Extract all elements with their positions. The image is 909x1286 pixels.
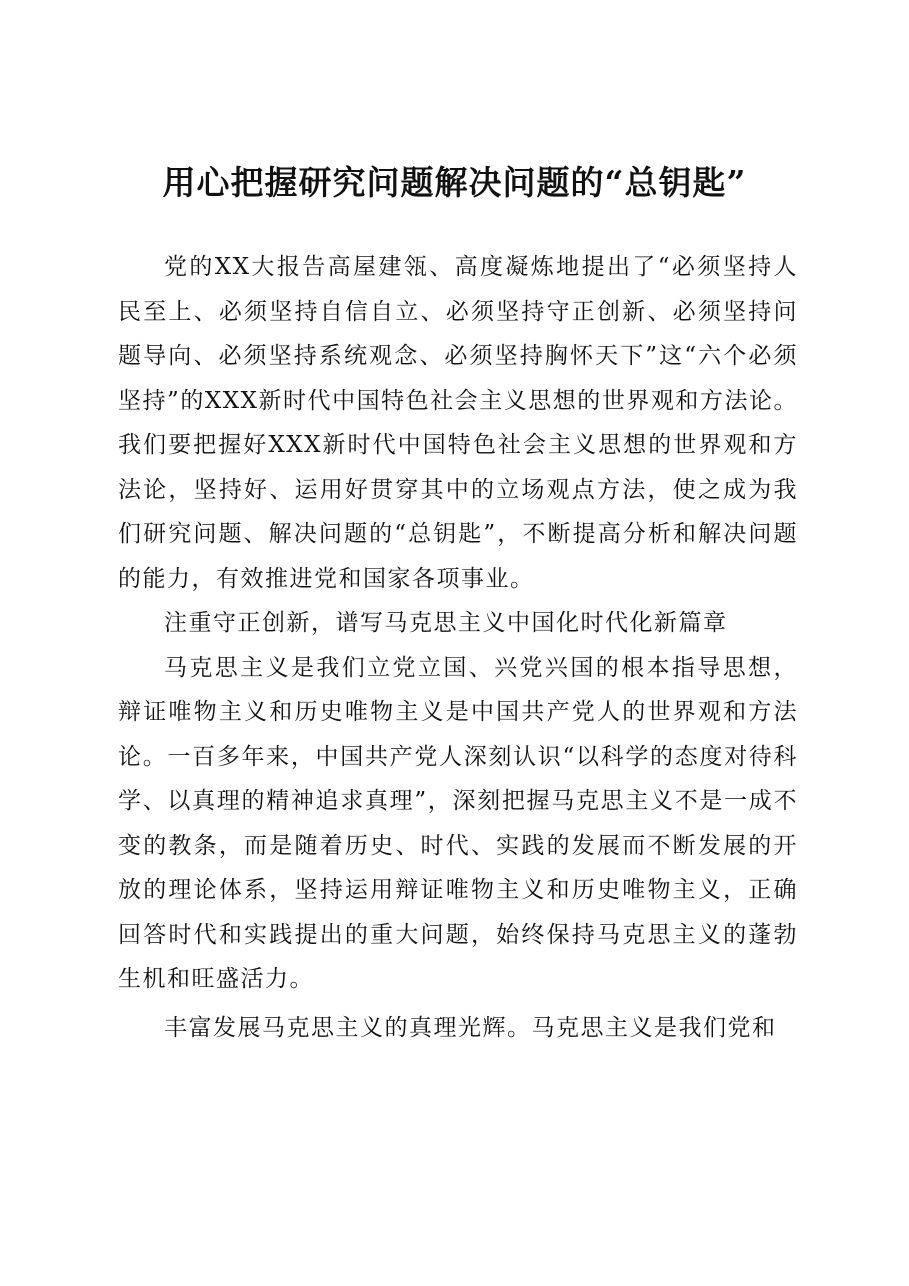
paragraph-truth: 丰富发展马克思主义的真理光辉。马克思主义是我们党和 bbox=[164, 1014, 777, 1041]
document-title: 用心把握研究问题解决问题的“总钥匙” bbox=[162, 163, 747, 202]
paragraph-intro: 党的XX大报告高屋建瓴、高度凝炼地提出了“必须坚持人民至上、必须坚持自信自立、必须坚持守正创新、必须坚持问题导向、必须坚持系统观念、必须坚持胸怀天下”这“六个必须坚持”的XXX新时代中国特色社会主义思想的世界观和方法论。我们要把握好XXX新时代中国特色社会主义思想的世界观和方法论，坚持好、运用好贯穿其中的立场观点方法，使之成为我们研究问题、解决问题的“总钥匙”，不断提高分析和解决问题的能力，有效推进党和国家各项事业。 bbox=[118, 254, 798, 592]
document-body bbox=[118, 245, 798, 1050]
section-heading: 注重守正创新，谱写马克思主义中国化时代化新篇章 bbox=[164, 610, 728, 636]
paragraph-marxism: 马克思主义是我们立党立国、兴党兴国的根本指导思想，辩证唯物主义和历史唯物主义是中国共产党人的世界观和方法论。一百多年来，中国共产党人深刻认识“以科学的态度对待科学、以真理的精神追求真理”，深刻把握马克思主义不是一成不变的教条，而是随着历史、时代、实践的发展而不断发展的开放的理论体系，坚持运用辩证唯物主义和历史唯物主义，正确回答时代和实践提出的重大问题，始终保持马克思主义的蓬勃生机和旺盛活力。 bbox=[118, 654, 798, 992]
